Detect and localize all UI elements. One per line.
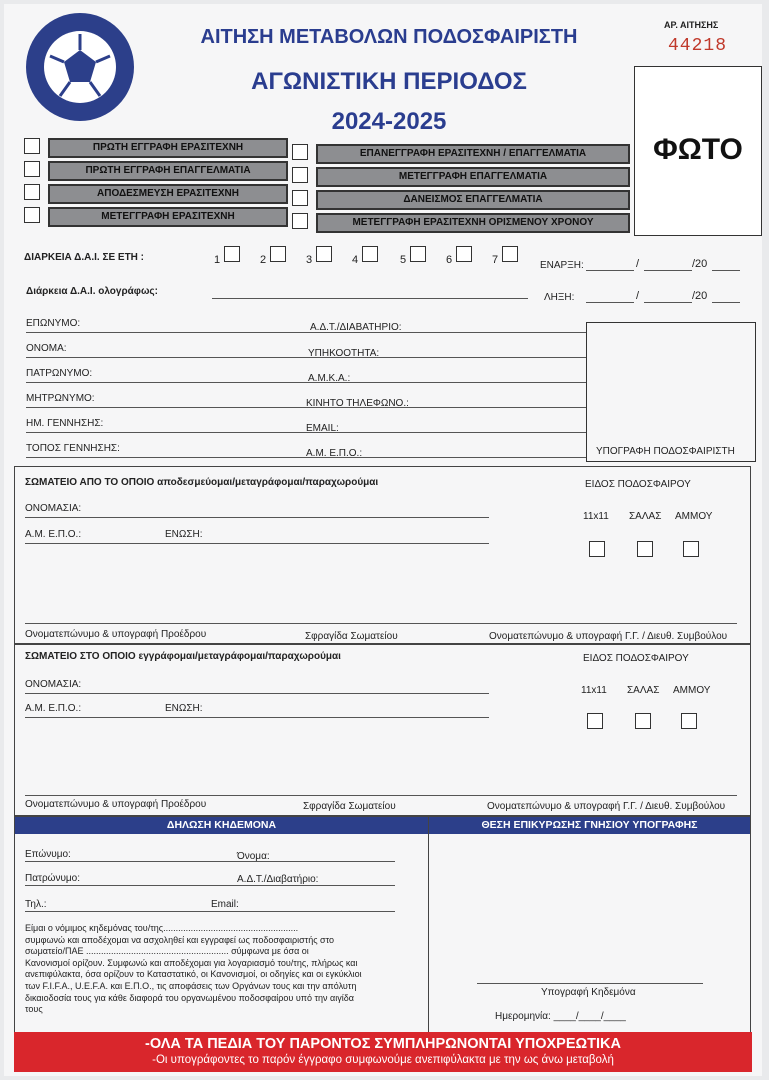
club-to-stamp: Σφραγίδα Σωματείου xyxy=(303,801,396,812)
mandatory-notice-banner xyxy=(14,1032,752,1072)
guardian-signature-line[interactable] xyxy=(477,983,703,984)
mandatory-notice-line2: -Οι υπογράφοντες το παρόν έγγραφο συμφωνούμε ανεπιφύλακτα με την ως άνω μεταβολή xyxy=(152,1054,614,1066)
birth-date-label: ΗΜ. ΓΕΝΝΗΣΗΣ: xyxy=(26,418,104,429)
application-number: 44218 xyxy=(668,36,728,56)
type-checkbox[interactable] xyxy=(292,213,308,229)
year-7-label: 7 xyxy=(492,254,499,266)
amka-label: Α.Μ.Κ.Α.: xyxy=(308,373,351,384)
guardian-section xyxy=(14,816,429,1033)
declaration-line: δικαιοδοσία τους για κάθε διαφορά του οργανωμένου ποδοσφαίρου υπό την αιγίδα xyxy=(25,992,354,1003)
club-from-title-rest: αποδεσμεύομαι/μεταγράφομαι/παραχωρούμαι xyxy=(154,477,379,488)
declaration-line: των F.I.F.A., U.E.F.A. και Ε.Π.Ο., τις αποφάσεις των Οργάνων τους και την απόλυτη xyxy=(25,980,357,991)
father-name-field[interactable] xyxy=(26,382,586,383)
start-month-field[interactable] xyxy=(644,270,692,271)
club-to-name-label: ΟΝΟΜΑΣΙΑ: xyxy=(25,679,82,690)
surname-field[interactable] xyxy=(26,332,586,333)
type-option: ΠΡΩΤΗ ΕΓΓΡΑΦΗ ΕΠΑΓΓΕΛΜΑΤΙΑ xyxy=(48,161,288,181)
guardian-phone-field[interactable] xyxy=(25,911,395,912)
photo-box[interactable] xyxy=(634,66,762,236)
club-to-title-bold: ΣΩΜΑΤΕΙΟ ΣΤΟ ΟΠΟΙΟ xyxy=(25,651,136,662)
club-from-amepo-field[interactable] xyxy=(25,543,489,544)
verification-date: Ημερομηνία: ____/____/____ xyxy=(495,1011,626,1022)
start-year-field[interactable] xyxy=(712,270,740,271)
end-slash: / xyxy=(636,290,640,302)
amepo-label: Α.Μ. Ε.Π.Ο.: xyxy=(306,448,363,459)
club-to-name-field[interactable] xyxy=(25,693,489,694)
club-to-section xyxy=(14,644,751,816)
year-4-label: 4 xyxy=(352,254,359,266)
guardian-surname-field[interactable] xyxy=(25,861,395,862)
guardian-father-field[interactable] xyxy=(25,885,395,886)
club-to-signature-line xyxy=(25,795,737,796)
type-checkbox[interactable] xyxy=(292,144,308,160)
name-field[interactable] xyxy=(26,357,586,358)
type-option: ΜΕΤΕΓΓΡΑΦΗ ΕΡΑΣΙΤΕΧΝΗ xyxy=(48,207,288,227)
guardian-declaration xyxy=(25,923,425,1016)
end-day-field[interactable] xyxy=(586,302,634,303)
club-to-president-signature: Ονοματεπώνυμο & υπογραφή Προέδρου xyxy=(25,799,207,810)
club-from-title-bold: ΣΩΜΑΤΕΙΟ ΑΠΟ ΤΟ ΟΠΟΙΟ xyxy=(25,477,155,488)
year-5-label: 5 xyxy=(400,254,407,266)
club-to-type-label: ΣΑΛΑΣ xyxy=(627,685,660,696)
club-from-11x11-checkbox[interactable] xyxy=(589,541,605,557)
club-from-secretary-signature: Ονοματεπώνυμο & υπογραφή Γ.Γ. / Διευθ. Συμβούλου xyxy=(489,631,728,642)
end-year-prefix: /20 xyxy=(692,290,708,302)
club-to-11x11-checkbox[interactable] xyxy=(587,713,603,729)
type-checkbox[interactable] xyxy=(292,190,308,206)
type-option: ΠΡΩΤΗ ΕΓΓΡΑΦΗ ΕΡΑΣΙΤΕΧΝΗ xyxy=(48,138,288,158)
declaration-line: συμφωνώ και αποδέχομαι να ασχοληθεί και εγγραφεί ως ποδοσφαιριστής στο xyxy=(25,934,335,945)
club-from-salas-checkbox[interactable] xyxy=(637,541,653,557)
type-checkbox[interactable] xyxy=(24,184,40,200)
birth-place-label: ΤΟΠΟΣ ΓΕΝΝΗΣΗΣ: xyxy=(26,443,120,454)
type-checkbox[interactable] xyxy=(24,161,40,177)
declaration-line: τους xyxy=(25,1004,43,1015)
club-to-salas-checkbox[interactable] xyxy=(635,713,651,729)
duration-words-field[interactable] xyxy=(212,298,528,299)
club-from-type-label: ΑΜΜΟΥ xyxy=(675,511,713,522)
year-3-label: 3 xyxy=(306,254,313,266)
verification-section xyxy=(428,816,751,1033)
club-to-title-rest: εγγράφομαι/μεταγράφομαι/παραχωρούμαι xyxy=(135,651,341,662)
duration-label: ΔΙΑΡΚΕΙΑ Δ.Α.Ι. ΣΕ ΕΤΗ : xyxy=(24,252,145,263)
club-to-amepo-field[interactable] xyxy=(25,717,489,718)
surname-label: ΕΠΩΝΥΜΟ: xyxy=(26,318,81,329)
club-from-type-label: 11x11 xyxy=(583,511,609,522)
club-to-amepo-label: Α.Μ. Ε.Π.Ο.: xyxy=(25,703,82,714)
year-7-checkbox[interactable] xyxy=(502,246,518,262)
club-from-football-type-label: ΕΙΔΟΣ ΠΟΔΟΣΦΑΙΡΟΥ xyxy=(585,479,691,490)
citizenship-label: ΥΠΗΚΟΟΤΗΤΑ: xyxy=(308,348,380,359)
guardian-name-label: Όνομα: xyxy=(237,851,270,862)
type-option: ΜΕΤΕΓΓΡΑΦΗ ΕΠΑΓΓΕΛΜΑΤΙΑ xyxy=(316,167,630,187)
name-label: ΟΝΟΜΑ: xyxy=(26,343,67,354)
father-name-label: ΠΑΤΡΩΝΥΜΟ: xyxy=(26,368,93,379)
start-label: ΕΝΑΡΞΗ: xyxy=(540,260,584,271)
type-checkbox[interactable] xyxy=(292,167,308,183)
club-from-union-label: ΕΝΩΣΗ: xyxy=(165,529,203,540)
declaration-line: Κανονισμοί ορίζουν. Συμφωνώ και αποδέχομαι για λογαριασμό του/της, πλήρως και xyxy=(25,957,358,968)
club-from-amepo-label: Α.Μ. Ε.Π.Ο.: xyxy=(25,529,82,540)
email-label: EMAIL: xyxy=(306,423,339,434)
mother-name-label: ΜΗΤΡΩΝΥΜΟ: xyxy=(26,393,95,404)
year-1-label: 1 xyxy=(214,254,221,266)
application-form xyxy=(4,4,762,1076)
type-checkbox[interactable] xyxy=(24,207,40,223)
form-title: ΑΙΤΗΣΗ ΜΕΤΑΒΟΛΩΝ ΠΟΔΟΣΦΑΙΡΙΣΤΗ xyxy=(200,26,578,48)
year-5-checkbox[interactable] xyxy=(410,246,426,262)
club-from-name-label: ΟΝΟΜΑΣΙΑ: xyxy=(25,503,82,514)
type-option: ΔΑΝΕΙΣΜΟΣ ΕΠΑΓΓΕΛΜΑΤΙΑ xyxy=(316,190,630,210)
player-signature-box[interactable] xyxy=(586,322,756,462)
start-year-prefix: /20 xyxy=(692,258,708,270)
mobile-label: ΚΙΝΗΤΟ ΤΗΛΕΦΩΝΟ.: xyxy=(306,398,409,409)
season: 2024-2025 xyxy=(331,108,447,135)
duration-words-label: Διάρκεια Δ.Α.Ι. ολογράφως: xyxy=(26,286,158,297)
end-year-field[interactable] xyxy=(712,302,740,303)
guardian-id-label: Α.Δ.Τ./Διαβατήριο: xyxy=(237,874,319,885)
club-to-union-label: ΕΝΩΣΗ: xyxy=(165,703,203,714)
year-3-checkbox[interactable] xyxy=(316,246,332,262)
club-from-stamp: Σφραγίδα Σωματείου xyxy=(305,631,398,642)
player-signature-label: ΥΠΟΓΡΑΦΗ ΠΟΔΟΣΦΑΙΡΙΣΤΗ xyxy=(596,446,735,457)
year-4-checkbox[interactable] xyxy=(362,246,378,262)
type-checkbox[interactable] xyxy=(24,138,40,154)
end-month-field[interactable] xyxy=(644,302,692,303)
club-to-ammou-checkbox[interactable] xyxy=(681,713,697,729)
type-option: ΑΠΟΔΕΣΜΕΥΣΗ ΕΡΑΣΙΤΕΧΝΗ xyxy=(48,184,288,204)
guardian-father-label: Πατρώνυμο: xyxy=(25,873,81,884)
year-1-checkbox[interactable] xyxy=(224,246,240,262)
start-slash: / xyxy=(636,258,640,270)
end-label: ΛΗΞΗ: xyxy=(544,292,575,303)
declaration-line: ανεπιφύλακτα, όσα ορίζουν το Καταστατικό, οι Κανονισμοί, οι οδηγίες και οι εγκύκλιοι xyxy=(25,969,362,980)
club-from-title xyxy=(25,477,378,488)
club-to-football-type-label: ΕΙΔΟΣ ΠΟΔΟΣΦΑΙΡΟΥ xyxy=(583,653,689,664)
club-to-type-label: 11x11 xyxy=(581,685,607,696)
verification-header: ΘΕΣΗ ΕΠΙΚΥΡΩΣΗΣ ΓΝΗΣΙΟΥ ΥΠΟΓΡΑΦΗΣ xyxy=(429,817,750,834)
guardian-header: ΔΗΛΩΣΗ ΚΗΔΕΜΟΝΑ xyxy=(15,817,428,834)
guardian-phone-label: Τηλ.: xyxy=(25,899,47,910)
club-to-secretary-signature: Ονοματεπώνυμο & υπογραφή Γ.Γ. / Διευθ. Συμβούλου xyxy=(487,801,726,812)
photo-label: ΦΩΤΟ xyxy=(653,133,743,166)
club-from-ammou-checkbox[interactable] xyxy=(683,541,699,557)
mandatory-notice-line1: -ΟΛΑ ΤΑ ΠΕΔΙΑ ΤΟΥ ΠΑΡΟΝΤΟΣ ΣΥΜΠΛΗΡΩΝΟΝΤΑΙ ΥΠΟΧΡΕΩΤΙΚΑ xyxy=(145,1036,621,1052)
club-from-signature-line xyxy=(25,623,737,624)
application-number-label: ΑΡ. ΑΙΤΗΣΗΣ xyxy=(664,20,719,30)
year-6-label: 6 xyxy=(446,254,453,266)
declaration-line: Είμαι ο νόμιμος κηδεμόνας του/της...................................................... xyxy=(25,923,299,933)
club-from-name-field[interactable] xyxy=(25,517,489,518)
epo-logo xyxy=(18,10,142,124)
year-2-label: 2 xyxy=(260,254,267,266)
year-2-checkbox[interactable] xyxy=(270,246,286,262)
guardian-surname-label: Επώνυμο: xyxy=(25,849,71,860)
guardian-signature-label: Υπογραφή Κηδεμόνα xyxy=(541,987,636,998)
club-to-type-label: ΑΜΜΟΥ xyxy=(673,685,711,696)
club-from-section xyxy=(14,466,751,644)
declaration-line: σωματείο/ΠΑΕ ......................................................... σύμφωνα με όσα οι xyxy=(25,946,309,957)
club-to-title xyxy=(25,651,341,662)
club-from-president-signature: Ονοματεπώνυμο & υπογραφή Προέδρου xyxy=(25,629,207,640)
type-option: ΕΠΑΝΕΓΓΡΑΦΗ ΕΡΑΣΙΤΕΧΝΗ / ΕΠΑΓΓΕΛΜΑΤΙΑ xyxy=(316,144,630,164)
start-day-field[interactable] xyxy=(586,270,634,271)
id-label: Α.Δ.Τ./ΔΙΑΒΑΤΗΡΙΟ: xyxy=(310,322,402,333)
form-subtitle: ΑΓΩΝΙΣΤΙΚΗ ΠΕΡΙΟΔΟΣ xyxy=(251,68,527,95)
year-6-checkbox[interactable] xyxy=(456,246,472,262)
type-option: ΜΕΤΕΓΓΡΑΦΗ ΕΡΑΣΙΤΕΧΝΗ ΟΡΙΣΜΕΝΟΥ ΧΡΟΝΟΥ xyxy=(316,213,630,233)
club-from-type-label: ΣΑΛΑΣ xyxy=(629,511,662,522)
guardian-email-label: Email: xyxy=(211,899,239,910)
